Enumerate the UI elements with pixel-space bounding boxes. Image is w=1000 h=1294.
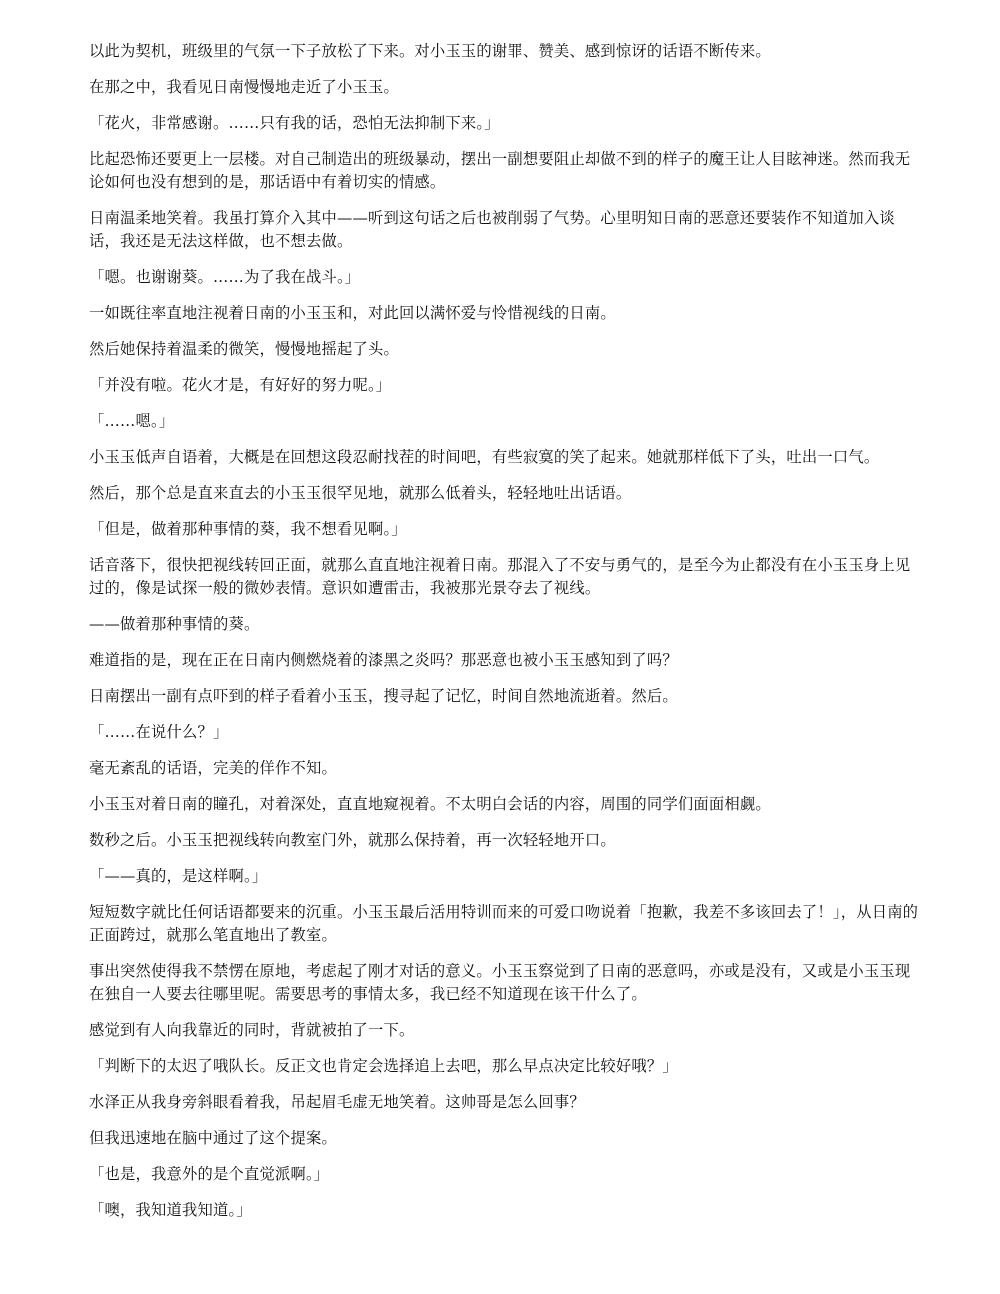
paragraph: 然后她保持着温柔的微笑，慢慢地摇起了头。 [89, 340, 399, 358]
paragraph: 小玉玉低声自语着，大概是在回想这段忍耐找茬的时间吧，有些寂寞的笑了起来。她就那样低下了头，吐出一口气。 [89, 448, 880, 466]
paragraph: 短短数字就比任何话语都要来的沉重。小玉玉最后活用特训而来的可爱口吻说着「抱歉，我差不多该回去了！」，从日南的正面跨过，就那么笔直地出了教室。 [89, 903, 919, 944]
paragraph: 「但是，做着那种事情的葵，我不想看见啊。」 [89, 520, 407, 538]
paragraph: 数秒之后。小玉玉把视线转向教室门外，就那么保持着，再一次轻轻地开口。 [89, 831, 616, 849]
paragraph: 水泽正从我身旁斜眼看着我，吊起眉毛虚无地笑着。这帅哥是怎么回事？ [89, 1093, 585, 1111]
paragraph: 「噢，我知道我知道。」 [89, 1201, 252, 1219]
paragraph: 话音落下，很快把视线转回正面，就那么直直地注视着日南。那混入了不安与勇气的，是至今为止都没有在小玉玉身上见过的，像是试探一般的微妙表情。意识如遭雷击，我被那光景夺去了视线。 [89, 556, 911, 597]
paragraph: 「……嗯。」 [89, 412, 175, 430]
paragraph: 「……在说什么？」 [89, 723, 229, 741]
paragraph: 毫无紊乱的话语，完美的佯作不知。 [89, 759, 337, 777]
paragraph: 「也是，我意外的是个直觉派啊。」 [89, 1165, 330, 1183]
paragraph: 小玉玉对着日南的瞳孔，对着深处，直直地窥视着。不太明白会话的内容，周围的同学们面面相觑。 [89, 795, 771, 813]
paragraph: 「嗯。也谢谢葵。……为了我在战斗。」 [89, 268, 361, 286]
paragraph: 日南温柔地笑着。我虽打算介入其中——听到这句话之后也被削弱了气势。心里明知日南的恶意还要装作不知道加入谈话，我还是无法这样做，也不想去做。 [89, 209, 895, 250]
paragraph: 感觉到有人向我靠近的同时，背就被拍了一下。 [89, 1021, 415, 1039]
paragraph: 难道指的是，现在正在日南内侧燃烧着的漆黑之炎吗？那恶意也被小玉玉感知到了吗？ [89, 651, 678, 669]
paragraph: 「并没有啦。花火才是，有好好的努力呢。」 [89, 376, 392, 394]
paragraph: 比起恐怖还要更上一层楼。对自己制造出的班级暴动，摆出一副想要阻止却做不到的样子的魔王让人目眩神迷。然而我无论如何也没有想到的是，那话语中有着切实的情感。 [89, 150, 911, 191]
paragraph: 日南摆出一副有点吓到的样子看着小玉玉，搜寻起了记忆，时间自然地流逝着。然后。 [89, 687, 678, 705]
paragraph: 在那之中，我看见日南慢慢地走近了小玉玉。 [89, 78, 399, 96]
paragraph: 然后，那个总是直来直去的小玉玉很罕见地，就那么低着头，轻轻地吐出话语。 [89, 484, 632, 502]
paragraph: 但我迅速地在脑中通过了这个提案。 [89, 1129, 337, 1147]
paragraph: 以此为契机，班级里的气氛一下子放松了下来。对小玉玉的谢罪、赞美、感到惊讶的话语不断传来。 [89, 42, 771, 60]
paragraph: 「判断下的太迟了哦队长。反正文也肯定会选择追上去吧，那么早点决定比较好哦？」 [89, 1057, 678, 1075]
paragraph: 一如既往率直地注视着日南的小玉玉和，对此回以满怀爱与怜惜视线的日南。 [89, 304, 616, 322]
paragraph: ——做着那种事情的葵。 [89, 615, 260, 633]
paragraph: 「花火，非常感谢。……只有我的话，恐怕无法抑制下来。」 [89, 114, 500, 132]
paragraph: 「——真的，是这样啊。」 [89, 867, 268, 885]
document-page [89, 40, 919, 1235]
paragraph: 事出突然使得我不禁愣在原地，考虑起了刚才对话的意义。小玉玉察觉到了日南的恶意吗，亦或是没有，又或是小玉玉现在独自一人要去往哪里呢。需要思考的事情太多，我已经不知道现在该干什么了。 [89, 962, 911, 1003]
